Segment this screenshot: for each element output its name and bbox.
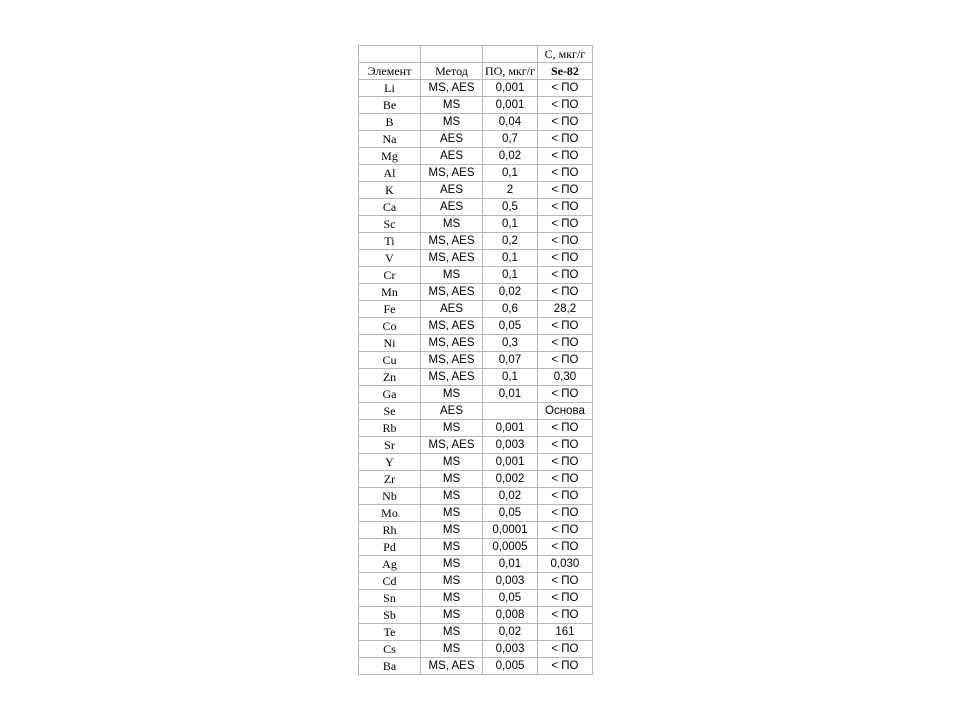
header-row-columns [359, 63, 593, 80]
table-row [359, 131, 593, 148]
lod-cell: 0,01 [483, 556, 538, 573]
element-cell: Cs [359, 641, 421, 658]
lod-cell: 0,01 [483, 386, 538, 403]
element-cell: Sn [359, 590, 421, 607]
element-cell: Zn [359, 369, 421, 386]
lod-cell: 0,5 [483, 199, 538, 216]
lod-cell: 0,001 [483, 80, 538, 97]
value-cell: < ПО [537, 148, 592, 165]
header-blank-cell [359, 46, 421, 63]
table-row [359, 182, 593, 199]
element-cell: Be [359, 97, 421, 114]
table-row [359, 199, 593, 216]
method-cell: MS [421, 488, 483, 505]
lod-cell: 0,1 [483, 250, 538, 267]
element-cell: Fe [359, 301, 421, 318]
lod-cell: 0,003 [483, 437, 538, 454]
method-cell: MS [421, 505, 483, 522]
element-cell: Mo [359, 505, 421, 522]
value-cell: < ПО [537, 216, 592, 233]
lod-cell: 0,02 [483, 148, 538, 165]
method-cell: MS, AES [421, 233, 483, 250]
value-cell: < ПО [537, 386, 592, 403]
sample-column-header: Se-82 [537, 63, 592, 80]
method-cell: MS [421, 522, 483, 539]
element-column-header: Элемент [359, 63, 421, 80]
concentration-unit-header: C, мкг/г [537, 46, 592, 63]
method-cell: MS, AES [421, 250, 483, 267]
table-row [359, 403, 593, 420]
value-cell: < ПО [537, 488, 592, 505]
method-cell: MS [421, 216, 483, 233]
value-cell: 0,30 [537, 369, 592, 386]
method-cell: MS, AES [421, 437, 483, 454]
method-cell: MS, AES [421, 318, 483, 335]
table-row [359, 556, 593, 573]
element-cell: Mn [359, 284, 421, 301]
value-cell: < ПО [537, 318, 592, 335]
lod-cell: 0,3 [483, 335, 538, 352]
table-row [359, 335, 593, 352]
lod-cell: 0,0005 [483, 539, 538, 556]
value-cell: < ПО [537, 471, 592, 488]
lod-cell: 0,05 [483, 590, 538, 607]
method-cell: AES [421, 148, 483, 165]
table-row [359, 233, 593, 250]
element-cell: Y [359, 454, 421, 471]
element-cell: Sr [359, 437, 421, 454]
table-row [359, 250, 593, 267]
lod-cell: 0,003 [483, 641, 538, 658]
value-cell: < ПО [537, 267, 592, 284]
element-cell: Al [359, 165, 421, 182]
value-cell: < ПО [537, 233, 592, 250]
lod-cell: 0,7 [483, 131, 538, 148]
element-cell: Cd [359, 573, 421, 590]
element-cell: Zr [359, 471, 421, 488]
lod-column-header: ПО, мкг/г [483, 63, 538, 80]
table-row [359, 590, 593, 607]
table-body [359, 46, 593, 675]
lod-cell: 0,07 [483, 352, 538, 369]
value-cell: < ПО [537, 182, 592, 199]
lod-cell: 0,02 [483, 624, 538, 641]
lod-cell: 0,1 [483, 216, 538, 233]
method-cell: AES [421, 301, 483, 318]
lod-cell: 2 [483, 182, 538, 199]
value-cell: < ПО [537, 199, 592, 216]
lod-cell: 0,001 [483, 97, 538, 114]
value-cell: < ПО [537, 114, 592, 131]
lod-cell: 0,1 [483, 165, 538, 182]
element-cell: K [359, 182, 421, 199]
method-cell: AES [421, 403, 483, 420]
value-cell: < ПО [537, 80, 592, 97]
method-cell: MS, AES [421, 369, 483, 386]
table-row [359, 114, 593, 131]
lod-cell: 0,05 [483, 505, 538, 522]
table-row [359, 165, 593, 182]
element-cell: Ti [359, 233, 421, 250]
table-row [359, 471, 593, 488]
value-cell: < ПО [537, 335, 592, 352]
value-cell: < ПО [537, 250, 592, 267]
method-cell: MS [421, 114, 483, 131]
method-cell: MS [421, 607, 483, 624]
table-row [359, 80, 593, 97]
header-blank-cell [421, 46, 483, 63]
method-cell: MS, AES [421, 658, 483, 675]
method-cell: MS [421, 539, 483, 556]
lod-cell: 0,003 [483, 573, 538, 590]
table-row [359, 284, 593, 301]
method-cell: MS, AES [421, 165, 483, 182]
lod-cell: 0,02 [483, 488, 538, 505]
table-row [359, 148, 593, 165]
method-cell: MS, AES [421, 352, 483, 369]
lod-cell: 0,005 [483, 658, 538, 675]
method-column-header: Метод [421, 63, 483, 80]
header-blank-cell [483, 46, 538, 63]
lod-cell: 0,008 [483, 607, 538, 624]
table-row [359, 607, 593, 624]
table-row [359, 318, 593, 335]
method-cell: AES [421, 182, 483, 199]
table-row [359, 437, 593, 454]
method-cell: MS [421, 386, 483, 403]
table-row [359, 454, 593, 471]
lod-cell: 0,1 [483, 369, 538, 386]
lod-cell: 0,04 [483, 114, 538, 131]
element-cell: Cr [359, 267, 421, 284]
table-row [359, 352, 593, 369]
table-row [359, 97, 593, 114]
table-row [359, 420, 593, 437]
method-cell: MS [421, 420, 483, 437]
method-cell: AES [421, 199, 483, 216]
method-cell: MS [421, 454, 483, 471]
table-row [359, 369, 593, 386]
value-cell: < ПО [537, 131, 592, 148]
header-row-units [359, 46, 593, 63]
method-cell: MS [421, 97, 483, 114]
method-cell: AES [421, 131, 483, 148]
element-cell: V [359, 250, 421, 267]
method-cell: MS [421, 267, 483, 284]
element-cell: Na [359, 131, 421, 148]
element-cell: Mg [359, 148, 421, 165]
lod-cell [483, 403, 538, 420]
lod-cell: 0,002 [483, 471, 538, 488]
method-cell: MS [421, 624, 483, 641]
trace-element-table [358, 45, 593, 675]
table-row [359, 216, 593, 233]
method-cell: MS, AES [421, 80, 483, 97]
element-cell: Li [359, 80, 421, 97]
value-cell: < ПО [537, 165, 592, 182]
element-cell: Ga [359, 386, 421, 403]
lod-cell: 0,001 [483, 420, 538, 437]
table-row [359, 267, 593, 284]
lod-cell: 0,0001 [483, 522, 538, 539]
method-cell: MS [421, 556, 483, 573]
table-row [359, 658, 593, 675]
value-cell: < ПО [537, 352, 592, 369]
element-cell: Nb [359, 488, 421, 505]
method-cell: MS, AES [421, 284, 483, 301]
table-row [359, 301, 593, 318]
table-row [359, 522, 593, 539]
method-cell: MS [421, 641, 483, 658]
element-cell: Rh [359, 522, 421, 539]
table-row [359, 505, 593, 522]
element-cell: B [359, 114, 421, 131]
lod-cell: 0,2 [483, 233, 538, 250]
element-cell: Sb [359, 607, 421, 624]
element-cell: Ni [359, 335, 421, 352]
method-cell: MS [421, 573, 483, 590]
lod-cell: 0,05 [483, 318, 538, 335]
table-row [359, 539, 593, 556]
value-cell: < ПО [537, 658, 592, 675]
value-cell: < ПО [537, 284, 592, 301]
table-row [359, 624, 593, 641]
value-cell: Основа [537, 403, 592, 420]
element-cell: Cu [359, 352, 421, 369]
lod-cell: 0,6 [483, 301, 538, 318]
lod-cell: 0,001 [483, 454, 538, 471]
value-cell: < ПО [537, 607, 592, 624]
value-cell: < ПО [537, 505, 592, 522]
value-cell: < ПО [537, 539, 592, 556]
table-row [359, 573, 593, 590]
value-cell: 28,2 [537, 301, 592, 318]
table-row [359, 488, 593, 505]
table-row [359, 386, 593, 403]
element-cell: Pd [359, 539, 421, 556]
table-row [359, 641, 593, 658]
value-cell: < ПО [537, 522, 592, 539]
value-cell: < ПО [537, 573, 592, 590]
value-cell: < ПО [537, 420, 592, 437]
value-cell: 0,030 [537, 556, 592, 573]
value-cell: < ПО [537, 590, 592, 607]
value-cell: < ПО [537, 97, 592, 114]
lod-cell: 0,02 [483, 284, 538, 301]
value-cell: < ПО [537, 454, 592, 471]
element-cell: Rb [359, 420, 421, 437]
element-cell: Co [359, 318, 421, 335]
value-cell: < ПО [537, 641, 592, 658]
element-cell: Ba [359, 658, 421, 675]
element-cell: Sc [359, 216, 421, 233]
value-cell: < ПО [537, 437, 592, 454]
method-cell: MS, AES [421, 335, 483, 352]
element-cell: Te [359, 624, 421, 641]
method-cell: MS [421, 471, 483, 488]
element-cell: Se [359, 403, 421, 420]
element-cell: Ca [359, 199, 421, 216]
lod-cell: 0,1 [483, 267, 538, 284]
element-cell: Ag [359, 556, 421, 573]
method-cell: MS [421, 590, 483, 607]
value-cell: 161 [537, 624, 592, 641]
